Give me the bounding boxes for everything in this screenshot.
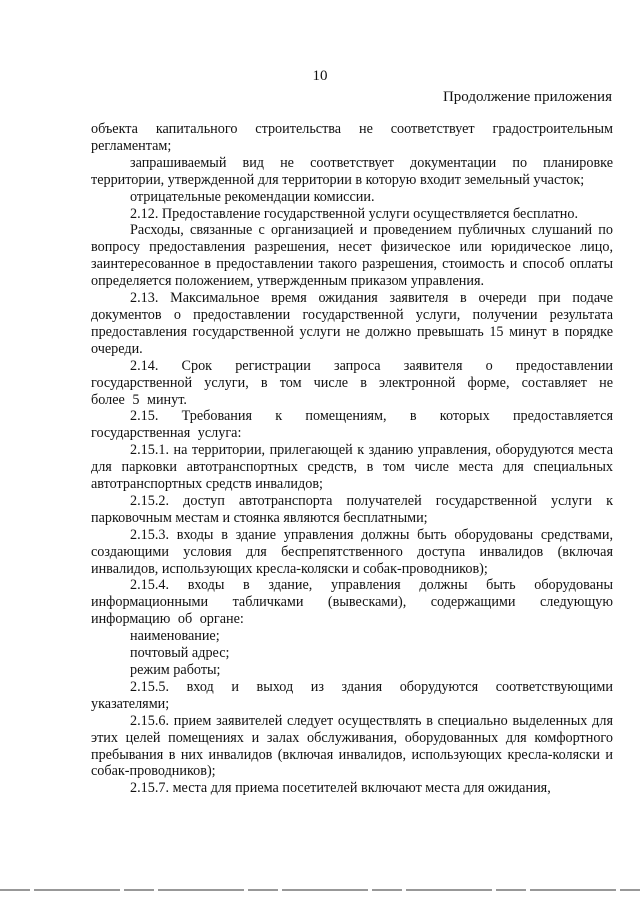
appendix-continuation-note: Продолжение приложения (442, 89, 612, 105)
scan-bottom-rule (0, 889, 640, 891)
paragraph: 2.13. Максимальное время ожидания заявителя в очереди при подаче документов о предоставлении государственной услуги, получении результата предоставления государственной услуги не должно превышать 15 минут в порядке очереди. (91, 290, 613, 357)
paragraph: 2.15.7. места для приема посетителей включают места для ожидания, (130, 780, 551, 797)
paragraph: Расходы, связанные с организацией и проведением публичных слушаний по вопросу предоставления разрешения, несет физическое или юридическое лицо, заинтересованное в предоставлении такого разрешения, стоимость и способ оплаты определяется положением, утвержденным приказом управления. (91, 222, 613, 290)
paragraph: объекта капитального строительства не соответствует градостроительным регламентам; (91, 121, 613, 154)
list-item: почтовый адрес; (130, 645, 230, 662)
paragraph: 2.15.5. вход и выход из здания оборудуются соответствующими указателями; (91, 678, 613, 712)
paragraph: 2.15.2. доступ автотранспорта получателей государственной услуги к парковочным местам и стоянка являются бесплатными; (91, 492, 613, 526)
paragraph: 2.15. Требования к помещениям, в которых предоставляется государственная услуга: (91, 408, 613, 442)
paragraph: 2.15.3. входы в здание управления должны быть оборудованы средствами, создающими условия для беспрепятственного доступа инвалидов (включая инвалидов, использующих кресла-коляски и собак-проводников); (91, 526, 613, 577)
paragraph: 2.15.4. входы в здание, управления должны быть оборудованы информационными табличками (вывесками), содержащими следующую информацию об органе: (91, 577, 613, 628)
paragraph: 2.15.1. на территории, прилегающей к зданию управления, оборудуются места для парковки автотранспортных средств, в том числе места для специальных автотранспортных средств инвалидов; (91, 442, 613, 493)
paragraph: 2.15.6. прием заявителей следует осуществлять в специально выделенных для этих целей помещениях и залах обслуживания, оборудованных для комфортного пребывания в них инвалидов (включая инвалидов, использующих кресла-коляски и собак-проводников); (91, 712, 613, 780)
document-body (91, 121, 613, 797)
page-number: 10 (312, 68, 328, 84)
list-item: наименование; (130, 628, 220, 645)
paragraph: 2.14. Срок регистрации запроса заявителя о предоставлении государственной услуги, в том числе в электронной форме, составляет не более 5 минут. (91, 357, 613, 408)
list-item: режим работы; (130, 662, 221, 678)
paragraph: 2.12. Предоставление государственной услуги осуществляется бесплатно. (130, 205, 579, 222)
paragraph: отрицательные рекомендации комиссии. (130, 188, 375, 205)
paragraph: запрашиваемый вид не соответствует документации по планировке территории, утвержденной для территории в которую входит земельный участок; (91, 154, 613, 188)
